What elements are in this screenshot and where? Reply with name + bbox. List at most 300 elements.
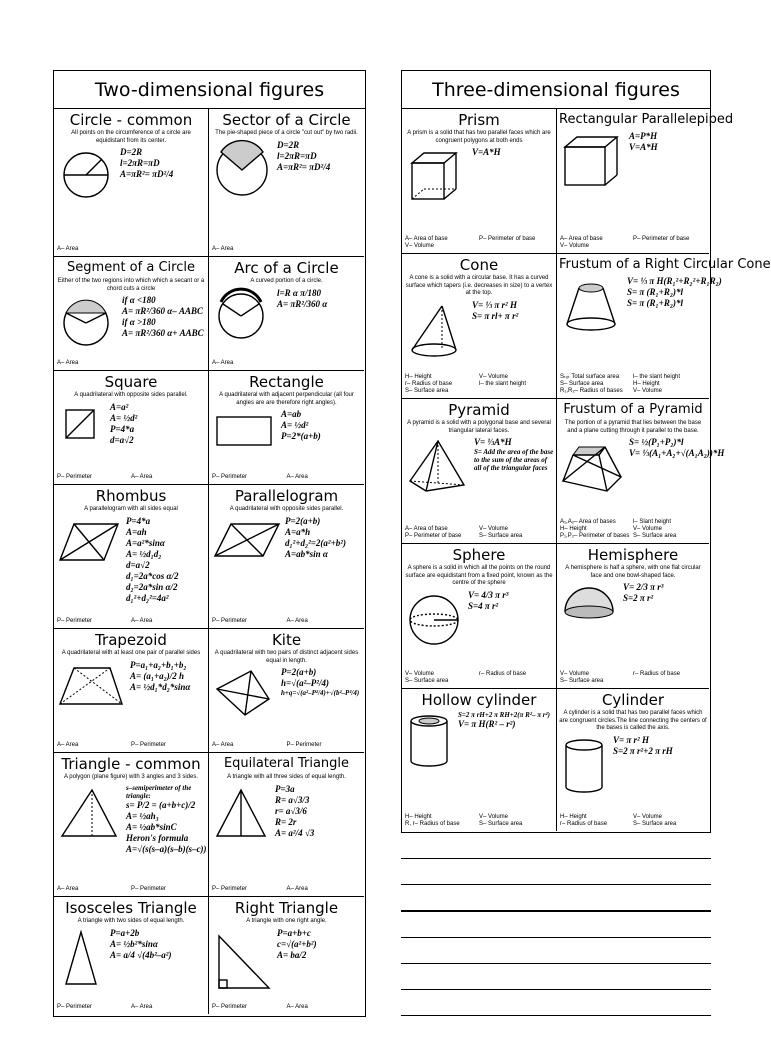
legend-item: r– Radius of base [479, 671, 527, 677]
formula: S=2 π rH+2 π RH+2(π R²– π r²) [458, 711, 550, 719]
figure-description: A quadrilateral with opposite sides parallel. [229, 506, 344, 512]
formula: V= ⅓ π r² H [472, 299, 517, 310]
figure-name: Parallelogram [234, 487, 339, 505]
legend-item: r– Radius of base [405, 381, 453, 387]
three-dimensional-grid [402, 109, 771, 831]
figure-name: Rectangle [249, 373, 324, 391]
legend-item: A– Area of base [405, 236, 448, 242]
formula: s–semiperimeter of the triangle: [126, 783, 192, 800]
figure-card-square [54, 371, 209, 485]
figure-name: Sphere [452, 546, 506, 564]
formula: A= a/4 √(4b²–a²) [110, 949, 172, 960]
legend-item: A– Area [286, 1004, 308, 1010]
formula: A=a*h [285, 526, 311, 537]
legend-item: V– Volume [560, 243, 590, 249]
formula: l=2πR=πD [120, 158, 160, 168]
formula: P=2(a+b) [285, 515, 321, 526]
formula-list [273, 288, 362, 344]
figure-description: A curved portion of a circle. [250, 278, 323, 284]
figure-name: Pyramid [448, 401, 510, 419]
formula: Heron's formula [126, 832, 189, 843]
formula: V= ⅓A*H [474, 437, 512, 447]
figure-body [404, 437, 554, 497]
figure-card-prism [402, 109, 557, 254]
formula: A=πR²= πD²/4 [120, 169, 174, 179]
figure-body [404, 711, 554, 773]
formula-list [277, 409, 362, 453]
figure-card-cone [402, 254, 557, 399]
figure-body [559, 582, 707, 622]
figure-card-circle-common [54, 109, 209, 257]
formula-list [273, 140, 362, 200]
figure-card-isosceles-triangle [54, 897, 209, 1014]
legend-item: H– Height [405, 814, 432, 820]
figure-name: Prism [458, 111, 500, 129]
figure-description: A quadrilateral with at least one pair of parallel sides [61, 650, 201, 656]
figure-description: A quadrilateral with two pairs of distinct adjacent sides equal in length. [214, 650, 359, 664]
legend-item: V– Volume [405, 671, 435, 677]
figure-body [211, 140, 362, 200]
two-dimensional-title: Two-dimensional figures [54, 71, 365, 109]
figure-description: A cone is a solid with a circular base. It has a curved surface which tapers (i.e. decreases in size) to a vertex at the top. [405, 275, 553, 296]
legend [560, 814, 706, 828]
rhombus-icon [56, 516, 122, 604]
legend-item: V– Volume [633, 526, 663, 532]
legend-item: A– Area [57, 246, 79, 252]
legend [57, 246, 205, 253]
legend-item: A– Area of base [405, 526, 448, 532]
note-line [401, 989, 711, 990]
legend [405, 374, 553, 395]
formula-list [118, 295, 206, 351]
figure-body [559, 437, 725, 497]
isosceles-triangle-icon [56, 928, 106, 990]
figure-card-right-triangle [209, 897, 364, 1014]
figure-name: Trapezoid [95, 631, 167, 649]
figure-card-hollow-cylinder [402, 689, 557, 831]
legend-item: S– Surface area [479, 821, 523, 827]
note-line [401, 963, 711, 964]
formula: V=A*H [629, 142, 658, 152]
formula: A= ba/2 [277, 949, 307, 960]
formula-list [609, 735, 707, 797]
formula-list [271, 784, 362, 842]
cylinder-icon [559, 735, 609, 797]
formula: h+q=√(a²–P²/4)+√(b²–P²/4) [281, 689, 360, 697]
legend-item: P– Perimeter [131, 742, 167, 748]
figure-body [404, 300, 554, 360]
figure-body [404, 590, 554, 648]
frustum-pyramid-icon [559, 437, 625, 497]
formula: S=2 π r² [623, 593, 654, 603]
figure-card-trapezoid [54, 629, 209, 753]
legend-item: H– Height [633, 381, 660, 387]
formula: if α >180 [122, 317, 156, 327]
formula: V=A*H [472, 147, 501, 157]
parallelogram-icon [211, 516, 281, 564]
legend-item: A₁,A₂– Area of bases [560, 519, 616, 525]
figure-name: Frustum of a Right Circular Cone [559, 257, 771, 272]
formula: h=√(a²–P²/4) [281, 678, 329, 688]
legend-item: A– Area [286, 474, 308, 480]
legend-item: P– Perimeter of base [405, 533, 462, 539]
formula-list [625, 131, 707, 191]
formula: V= 4/3 π r³ [468, 589, 509, 600]
formula-list [106, 928, 206, 990]
formula: r= a√3/6 [275, 805, 307, 816]
figure-body [56, 295, 206, 351]
figure-body [211, 516, 362, 564]
note-line [401, 1015, 711, 1016]
legend [405, 236, 553, 250]
formula: D=2R [277, 139, 300, 150]
formula: P=2*(a+b) [281, 431, 321, 441]
legend-item: A– Area [212, 360, 234, 366]
figure-card-kite [209, 629, 364, 753]
formula: P=a₁+a₂+b₁+b₂ [130, 659, 187, 670]
sphere-icon [404, 590, 464, 648]
figure-card-parallelogram [209, 485, 364, 629]
pyramid-icon [404, 437, 470, 497]
legend-item: S– Surface area [479, 533, 523, 539]
figure-body [211, 409, 362, 453]
figure-body [559, 276, 722, 336]
legend-item: P– Perimeter [57, 1004, 93, 1010]
figure-name: Hollow cylinder [421, 691, 537, 709]
figure-name: Circle - common [69, 111, 193, 129]
figure-name: Isosceles Triangle [65, 899, 197, 917]
formula: l=2πR=πD [277, 150, 317, 161]
formula: V= ⅓(A₁+A₂+√(A₁A₂))*H [629, 448, 725, 458]
legend-item: V– Volume [479, 814, 509, 820]
figure-description: A triangle with all three sides of equal length. [227, 774, 346, 780]
formula: P=4*a [126, 515, 151, 526]
formula-list [122, 516, 206, 604]
trapezoid-icon [56, 660, 126, 712]
legend-item: l– the slant height [479, 381, 527, 387]
figure-card-segment-of-a-circle [54, 257, 209, 371]
formula: S= ½(P₁+P₂)*l [629, 437, 684, 447]
figure-card-triangle-common [54, 753, 209, 897]
formula: A= ½b²*sinα [110, 938, 158, 949]
legend [57, 618, 205, 625]
legend-item: V– Volume [479, 526, 509, 532]
figure-name: Rhombus [95, 487, 167, 505]
legend [405, 814, 553, 828]
legend [212, 246, 361, 253]
formula: P=a+2b [110, 927, 140, 938]
formula: A= πR²/360 α– AABC [122, 306, 203, 316]
legend [560, 374, 706, 395]
formula: A=a² [110, 401, 129, 412]
legend-item: V– Volume [633, 388, 663, 394]
legend [212, 360, 361, 367]
figure-name: Sector of a Circle [222, 111, 351, 129]
figure-body [56, 784, 206, 855]
figure-body [56, 516, 206, 604]
figure-description: A triangle with one right angle. [246, 918, 327, 924]
figure-description: A quadrilateral with opposite sides parallel. [74, 392, 188, 398]
legend-item: S– Surface area [405, 678, 449, 684]
legend-item: A– Area [131, 1004, 153, 1010]
legend-item: P– Perimeter [212, 1004, 248, 1010]
formula-list [106, 402, 206, 446]
formula-list [625, 437, 724, 497]
figure-name: Cone [459, 256, 499, 274]
legend [212, 742, 361, 749]
formula: R= 2r [275, 816, 297, 827]
formula: A= (a₁+a₂)/2 h [130, 670, 185, 681]
legend [212, 1004, 361, 1011]
formula: P=3a [275, 783, 295, 794]
figure-description: A triangle with two sides of equal length. [77, 918, 185, 924]
figure-description: A polygon (plane figure) with 3 angles and 3 sides. [63, 774, 199, 780]
figure-body [56, 928, 206, 990]
figure-description: A hemisphere is half a sphere, with one flat circular face and one bowl-shaped face. [565, 565, 701, 579]
figure-body [404, 147, 554, 205]
formula: A=ah [126, 526, 147, 537]
legend-item: S– Surface area [405, 388, 449, 394]
formula: d=a√2 [126, 559, 150, 570]
formula-list [277, 667, 362, 719]
figure-description: The pie-shaped piece of a circle "cut out" by two radii. [215, 130, 358, 136]
frustum-cone-icon [559, 276, 623, 336]
formula-list [468, 300, 554, 360]
legend-item: R₁,R₂– Radius of bases [560, 388, 623, 394]
formula: s= P/2 = (a+b+c)/2 [126, 799, 196, 810]
figure-name: Frustum of a Pyramid [563, 402, 703, 417]
legend-item: A– Area [57, 360, 79, 366]
formula: A= ½d₁*d₂*sinα [130, 681, 191, 692]
legend [57, 886, 205, 893]
formula: V= 2/3 π r³ [623, 582, 664, 592]
rectangle-icon [211, 409, 277, 453]
circle-icon [56, 147, 116, 203]
legend-item: P– Perimeter of base [633, 236, 690, 242]
formula: A= πR²/360 α+ AABC [122, 328, 204, 338]
legend-item: A– Area [286, 886, 308, 892]
legend-item: P– Perimeter [212, 474, 248, 480]
figure-description: A cylinder is a solid that has two parallel faces which are congruent circles.The line connecting the centers of the bases is called the axis. [559, 710, 707, 731]
formula: V= π r² H [613, 734, 649, 745]
figure-card-equilateral-triangle [209, 753, 364, 897]
formula-list [619, 582, 707, 622]
formula-list [281, 516, 362, 564]
legend-item: A– Area [131, 474, 153, 480]
legend-item: H– Height [405, 374, 432, 380]
note-line [401, 937, 711, 938]
three-dimensional-title: Three-dimensional figures [402, 71, 710, 109]
figure-body [56, 402, 206, 446]
legend [57, 474, 205, 481]
figure-card-rectangle [209, 371, 364, 485]
legend-item: A– Area [57, 742, 79, 748]
legend-item: Sₜₒₜ Total surface area [560, 374, 620, 380]
legend [57, 742, 205, 749]
formula: S= π (R₁+R₂)*l [627, 298, 683, 308]
legend [560, 671, 706, 685]
figure-card-pyramid [402, 399, 557, 544]
formula-list [468, 147, 554, 205]
legend-item: S– Surface area [560, 381, 604, 387]
segment-icon [56, 295, 118, 351]
figure-description: A quadrilateral with adjacent perpendicular (all four angles are are therefore right angles). [219, 392, 354, 406]
legend [212, 474, 361, 481]
legend-item: V– Volume [405, 243, 435, 249]
legend [405, 526, 553, 540]
formula: A=P*H [629, 131, 658, 141]
figure-name: Triangle - common [61, 755, 201, 773]
formula: P=a+b+c [277, 927, 311, 938]
legend-item: r– Radius of base [560, 821, 608, 827]
legend [560, 236, 706, 250]
cone-icon [404, 300, 468, 360]
formula: if α <180 [122, 295, 156, 305]
figure-name: Cylinder [601, 691, 665, 709]
formula: A= ½d² [281, 420, 309, 430]
figure-description: A parallelogram with all sides equal [84, 506, 178, 512]
figure-name: Rectangular Parallelepiped [559, 112, 734, 127]
figure-description: A sphere is a solid in which all the points on the round surface are equidistant from a fixed point, known as the centre of the sphere [405, 565, 553, 586]
figure-body [559, 735, 707, 797]
legend-item: A– Area [131, 618, 153, 624]
note-line [401, 858, 711, 859]
kite-icon [211, 667, 277, 719]
figure-description: All points on the circumference of a circle are equidistant from its center. [71, 130, 191, 144]
formula: A= ½d² [110, 412, 138, 423]
figure-name: Hemisphere [587, 546, 679, 564]
figure-name: Kite [271, 631, 302, 649]
figure-body [211, 288, 362, 344]
formula: P=4*a [110, 423, 135, 434]
formula-list [464, 590, 554, 648]
figure-card-sector-of-a-circle [209, 109, 364, 257]
formula-list [470, 437, 554, 497]
legend [212, 618, 361, 625]
formula: A=ab*sin α [285, 548, 328, 559]
legend-item: P– Perimeter [57, 618, 93, 624]
legend-item: P– Perimeter of base [479, 236, 536, 242]
right-triangle-icon [211, 928, 273, 994]
legend-item: P₁,P₂– Perimeter of bases [560, 533, 630, 539]
triangle-icon [56, 784, 122, 855]
formula: c=√(a²+b²) [277, 938, 317, 949]
legend-item: P– Perimeter [131, 886, 167, 892]
legend-item: l– Slant height [633, 519, 672, 525]
formula: A= a²/4 √3 [275, 827, 315, 838]
legend-item: A– Area [212, 246, 234, 252]
legend-item: R, r– Radius of base [405, 821, 460, 827]
arc-icon [211, 288, 273, 344]
formula: A=πR²= πD²/4 [277, 161, 331, 172]
legend-item: V– Volume [560, 671, 590, 677]
square-icon [56, 402, 106, 446]
legend-item: H– Height [560, 526, 587, 532]
note-lines [401, 858, 711, 1041]
equilateral-triangle-icon [211, 784, 271, 842]
figure-name: Right Triangle [234, 899, 339, 917]
formula-list [122, 784, 207, 855]
prism-icon [404, 147, 468, 205]
figure-name: Square [104, 373, 158, 391]
formula: S=2 π r²+2 π rH [613, 745, 673, 756]
formula: d₁²+d₂²=4a² [126, 592, 169, 603]
formula: S= Add the area of the base to the sum of the areas of all of the triangular faces [474, 448, 554, 472]
legend-item: P– Perimeter [212, 618, 248, 624]
legend [57, 1004, 205, 1011]
figure-body [211, 928, 362, 994]
figure-body [56, 660, 206, 712]
figure-body [56, 147, 206, 203]
formula: A= ½ah₃ [126, 810, 159, 821]
formula: A= πR²/360 α [277, 298, 328, 309]
formula: A=ab [281, 409, 302, 419]
legend-item: P– Perimeter [212, 886, 248, 892]
legend [560, 519, 706, 540]
legend-item: S– Surface area [633, 533, 677, 539]
figure-description: Either of the two regions into which which a secant or a chord cuts a circle [57, 278, 205, 292]
formula: d₁=2a*cos α/2 [126, 570, 179, 581]
legend-item: P– Perimeter [286, 742, 322, 748]
note-line [401, 884, 711, 885]
legend [405, 671, 553, 685]
figure-name: Segment of a Circle [67, 260, 195, 275]
figure-card-sphere [402, 544, 557, 689]
legend-item: A– Area [57, 886, 79, 892]
formula: V= π H(R² – r²) [458, 719, 516, 729]
legend-item: P– Perimeter [57, 474, 93, 480]
figure-body [211, 667, 362, 719]
formula: d=a√2 [110, 434, 134, 445]
figure-card-arc-of-a-circle [209, 257, 364, 371]
formula-list [454, 711, 554, 773]
figure-body [211, 784, 362, 842]
figure-description: A prism is a solid that has two parallel faces which are congruent polygons at both ends [407, 130, 551, 144]
legend-item: V– Volume [479, 374, 509, 380]
legend-item: A– Area of base [560, 236, 603, 242]
formula-list [116, 147, 206, 203]
three-dimensional-panel [401, 70, 771, 833]
formula: d₂=2a*sin α/2 [126, 581, 178, 592]
formula: A= ½ab*sinC [126, 821, 177, 832]
figure-card-hemisphere [557, 544, 709, 689]
two-dimensional-grid [54, 109, 365, 1014]
figure-card-rhombus [54, 485, 209, 629]
formula: A=√(s(s–a)(s–b)(s–c)) [126, 843, 207, 854]
formula: V= ⅓ π H(R₁²+R₂²+R₁R₂) [627, 276, 722, 286]
figure-card-frustum-of-a-right-circular-cone [557, 254, 771, 399]
formula: d₁²+d₂²=2(a²+b²) [285, 537, 346, 548]
figure-card-frustum-of-a-pyramid [557, 399, 725, 544]
formula: S=4 π r² [468, 600, 499, 611]
sector-icon [211, 140, 273, 200]
legend-item: H– Height [560, 814, 587, 820]
legend-item: r– Radius of base [633, 671, 681, 677]
figure-card-rectangular-parallelepiped [557, 109, 734, 254]
legend-item: A– Area [212, 742, 234, 748]
formula: D=2R [120, 147, 143, 157]
hemisphere-icon [559, 582, 619, 622]
figure-body [559, 131, 707, 191]
formula: A= ½d₁d₂ [126, 548, 162, 559]
hollow-cylinder-icon [404, 711, 454, 773]
two-dimensional-panel [53, 70, 366, 1017]
figure-name: Arc of a Circle [234, 259, 339, 277]
formula-list [273, 928, 362, 994]
legend [57, 360, 205, 367]
note-line [401, 910, 711, 911]
formula: S= π (R₁+R₂)*l [627, 287, 683, 297]
